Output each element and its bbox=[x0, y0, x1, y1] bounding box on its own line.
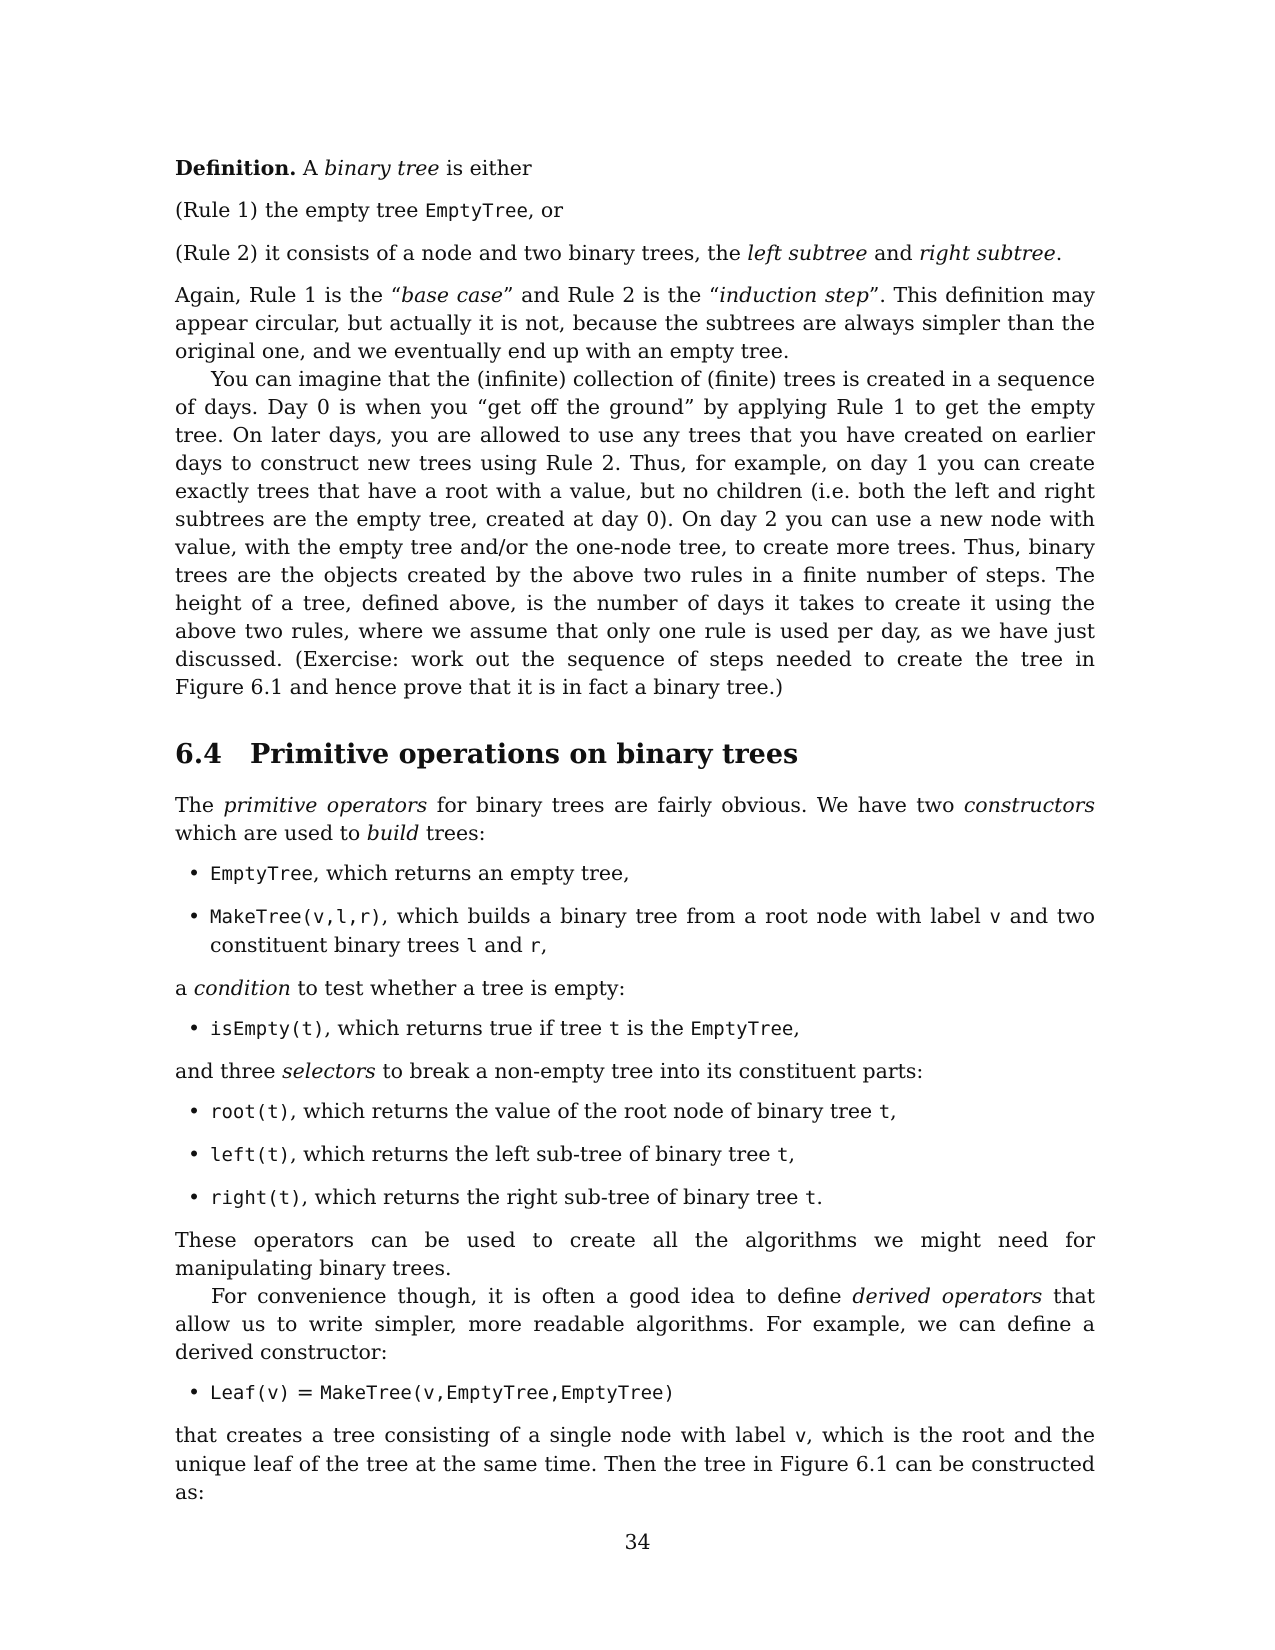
paragraph-days: You can imagine that the (infinite) collection of (finite) trees is created in a sequence of days. Day 0 is when you “get off the ground” by applying Rule 1 to get the empty tree. On later days, you are allowed to use any trees that you have created on earlier days to construct new trees using Rule 2. Thus, for example, on day 1 you can create exactly trees that have a root with a value, but no children (i.e. both the left and right subtrees are the empty tree, created at day 0). On day 2 you can use a new node with value, with the empty tree and/or the one-node tree, to create more trees. Thus, binary trees are the objects created by the above two rules in a finite number of steps. The height of a tree, defined above, is the number of days it takes to create it using the above two rules, where we assume that only one rule is used per day, as we have just discussed. (Exercise: work out the sequence of steps needed to create the tree in Figure 6.1 and hence prove that it is in fact a binary tree.) bbox=[175, 367, 1095, 699]
list-item: • root(t), which returns the value of the root node of binary tree t, bbox=[210, 1097, 1095, 1126]
definition-term: binary tree bbox=[324, 156, 440, 180]
rule-text: the empty tree EmptyTree, or bbox=[265, 198, 564, 222]
list-item: • isEmpty(t), which returns true if tree t is the EmptyTree, bbox=[210, 1014, 1095, 1043]
paragraph-primitive-operators: The primitive operators for binary trees are fairly obvious. We have two constructors which are used to build trees: bbox=[175, 793, 1095, 845]
rule-1 bbox=[175, 196, 1095, 225]
paragraph-selectors: and three selectors to break a non-empty tree into its constituent parts: bbox=[175, 1059, 924, 1083]
rule-tag: (Rule 2) bbox=[175, 241, 258, 265]
section-number: 6.4 bbox=[175, 739, 222, 770]
list-item: • left(t), which returns the left sub-tree of binary tree t, bbox=[210, 1140, 1095, 1169]
list-item: • right(t), which returns the right sub-tree of binary tree t. bbox=[210, 1183, 1095, 1212]
definition-lead: Definition. bbox=[175, 156, 297, 180]
paragraph-operators-usage: These operators can be used to create all the algorithms we might need for manipulating binary trees. bbox=[175, 1228, 1095, 1280]
page-content bbox=[175, 154, 1095, 1506]
section-heading bbox=[175, 741, 1095, 769]
paragraph-leaf: that creates a tree consisting of a single node with label v, which is the root and the unique leaf of the tree at the same time. Then the tree in Figure 6.1 can be constructed as: bbox=[175, 1423, 1095, 1504]
selectors-list bbox=[175, 1097, 1095, 1212]
list-item: • MakeTree(v,l,r), which builds a binary tree from a root node with label v and two constituent binary trees l and r, bbox=[210, 902, 1095, 960]
paragraph-condition: a condition to test whether a tree is empty: bbox=[175, 976, 626, 1000]
definition: Definition. A binary tree is either bbox=[175, 156, 532, 180]
page-number: 34 bbox=[624, 1530, 651, 1554]
rule-2 bbox=[175, 239, 1095, 267]
rule-tag: (Rule 1) bbox=[175, 198, 258, 222]
paragraph-derived-operators: For convenience though, it is often a good idea to define derived operators that allow us to write simpler, more readable algorithms. For example, we can define a derived constructor: bbox=[175, 1284, 1095, 1364]
condition-list bbox=[175, 1014, 1095, 1043]
section-title: Primitive operations on binary trees bbox=[250, 739, 799, 770]
derived-list bbox=[175, 1378, 1095, 1407]
rule-text: it consists of a node and two binary trees, the left subtree and right subtree. bbox=[265, 241, 1063, 265]
list-item: • EmptyTree, which returns an empty tree, bbox=[210, 859, 1095, 888]
list-item: • Leaf(v) = MakeTree(v,EmptyTree,EmptyTree) bbox=[210, 1378, 1095, 1407]
constructors-list bbox=[175, 859, 1095, 960]
paragraph-base-case: Again, Rule 1 is the “base case” and Rule 2 is the “induction step”. This definition may appear circular, but actually it is not, because the subtrees are always simpler than the original one, and we eventually end up with an empty tree. bbox=[175, 283, 1095, 363]
